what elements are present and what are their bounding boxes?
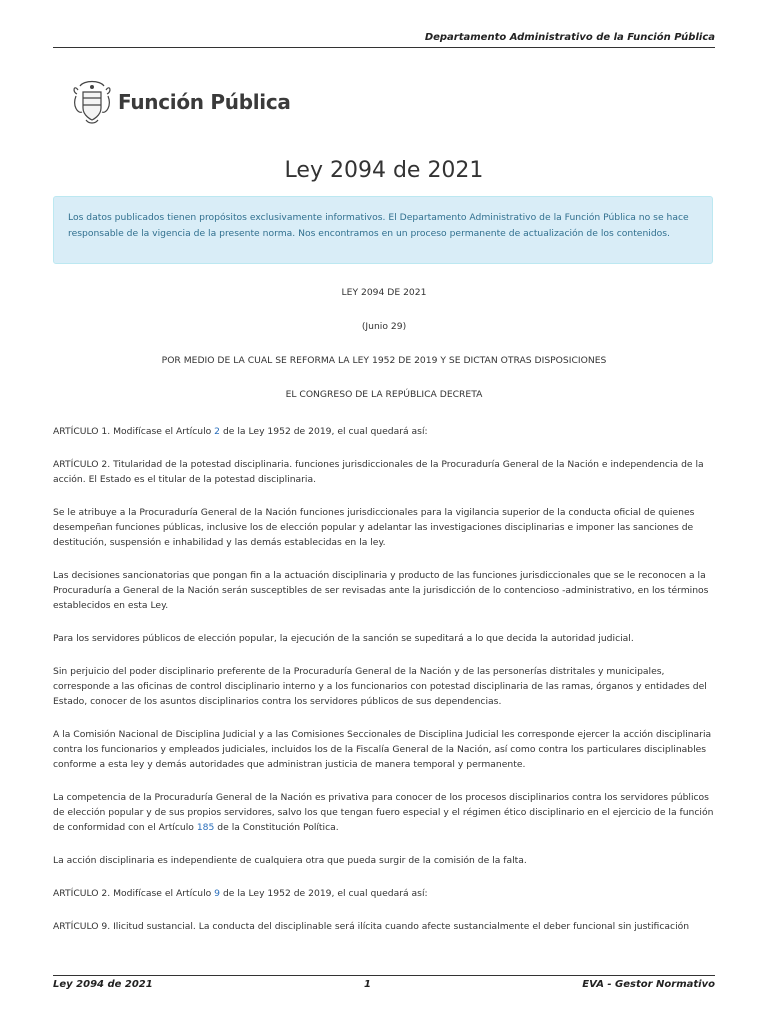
law-heading: LEY 2094 DE 2021 [341, 287, 427, 298]
paragraph: Sin perjuicio del poder disciplinario preferente de la Procuraduría General de la Nación y de las personerías distritales y municipales, corresponde a las oficinas de control disciplinario interno y a los funcionarios con potestad disciplinaria de las ramas, órganos y entidades del Estado, conocer de los asuntos disciplinarios contra los servidores públicos de sus dependencias. [53, 666, 707, 707]
colombia-coat-of-arms-icon [70, 78, 114, 126]
law-decree: EL CONGRESO DE LA REPÚBLICA DECRETA [285, 389, 483, 400]
law-subject: POR MEDIO DE LA CUAL SE REFORMA LA LEY 1952 DE 2019 Y SE DICTAN OTRAS DISPOSICIONES [161, 355, 607, 366]
article-185-link[interactable]: 185 [196, 822, 215, 833]
logo-text: Función Pública [118, 90, 291, 114]
document-title: Ley 2094 de 2021 [284, 158, 484, 183]
paragraph-competence [53, 790, 715, 835]
article-2-intro [53, 886, 715, 901]
article-1-intro-tail: de la Ley 1952 de 2019, el cual quedará así: [220, 426, 428, 437]
competence-text: La competencia de la Procuraduría General de la Nación es privativa para conocer de los procesos disciplinarios contra los servidores públicos de elección popular y de sus propios servidores, salvo los que tengan fuero especial y el régimen ético disciplinario en el ejercicio de la función de conformidad con el Artículo [53, 792, 714, 833]
article-9-text: ARTÍCULO 9. Ilicitud sustancial. La conducta del disciplinable será ilícita cuando afecte sustancialmente el deber funcional sin justificación [53, 921, 690, 932]
paragraph: Las decisiones sancionatorias que pongan fin a la actuación disciplinaria y producto de las funciones jurisdiccionales que se le reconocen a la Procuraduría a General de la Nación serán susceptibles de ser revisadas ante la jurisdicción de lo contencioso -administrativo, en los términos establecidos en esta Ley. [53, 570, 709, 611]
paragraph: Para los servidores públicos de elección popular, la ejecución de la sanción se supeditará a lo que decida la autoridad judicial. [53, 633, 634, 644]
article-2-link[interactable]: 2 [214, 426, 221, 437]
page-header [53, 31, 715, 48]
paragraph: Se le atribuye a la Procuraduría General de la Nación funciones jurisdiccionales para la vigilancia superior de la conducta oficial de quienes desempeñan funciones públicas, inclusive los de elección popular y adelantar las investigaciones disciplinarias e imponer las sanciones de destitución, suspensión e inhabilidad y las demás establecidas en la ley. [53, 507, 695, 548]
page-footer [53, 975, 715, 990]
article-9-link[interactable]: 9 [214, 888, 221, 899]
header-department: Departamento Administrativo de la Función Pública [424, 32, 715, 43]
paragraph: ARTÍCULO 2. Titularidad de la potestad disciplinaria. funciones jurisdiccionales de la Procuraduría General de la Nación e independencia de la acción. El Estado es el titular de la potestad disciplinaria. [53, 459, 704, 485]
footer-law: Ley 2094 de 2021 [53, 979, 153, 990]
article-1-intro-text: ARTÍCULO 1. Modifícase el Artículo [53, 426, 215, 437]
article-2-intro-text: ARTÍCULO 2. Modifícase el Artículo [53, 888, 215, 899]
footer-app-name: EVA - Gestor Normativo [582, 979, 715, 990]
article-2-intro-tail: de la Ley 1952 de 2019, el cual quedará así: [220, 888, 428, 899]
footer-page-number: 1 [364, 979, 371, 990]
paragraph-independent: La acción disciplinaria es independiente de cualquiera otra que pueda surgir de la comisión de la falta. [53, 855, 527, 866]
law-date: (Junio 29) [361, 321, 407, 332]
article-1-intro [53, 424, 715, 439]
law-content [53, 285, 715, 952]
disclaimer-notice: Los datos publicados tienen propósitos exclusivamente informativos. El Departamento Administrativo de la Función Pública no se hace responsable de la vigencia de la presente norma. Nos encontramos en un proceso permanente de actualización de los contenidos. [53, 196, 713, 264]
funcion-publica-logo[interactable] [70, 78, 291, 126]
paragraph: A la Comisión Nacional de Disciplina Judicial y a las Comisiones Seccionales de Disciplina Judicial les corresponde ejercer la acción disciplinaria contra los funcionarios y empleados judiciales, incluidos los de la Fiscalía General de la Nación, así como contra los particulares disciplinables conforme a esta ley y demás autoridades que administran justicia de manera temporal y permanente. [53, 729, 712, 770]
competence-tail: de la Constitución Política. [214, 822, 339, 833]
